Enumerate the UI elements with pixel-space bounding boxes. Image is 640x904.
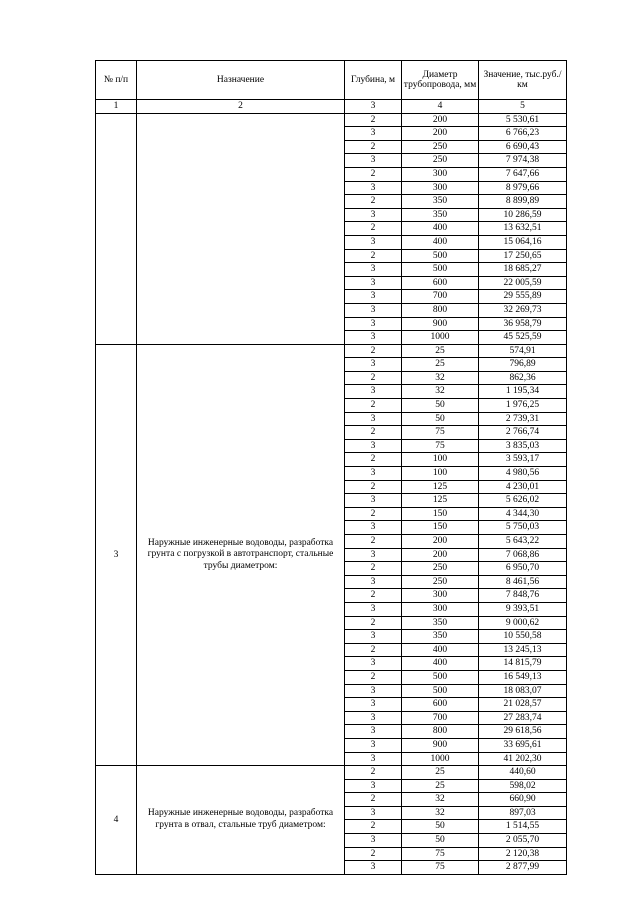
value-cell: 33 695,61 [479, 738, 567, 752]
value-cell: 9 393,51 [479, 602, 567, 616]
value-cell: 8 899,89 [479, 195, 567, 209]
diameter-cell: 1000 [402, 331, 479, 345]
value-cell: 1 195,34 [479, 385, 567, 399]
diameter-cell: 350 [402, 616, 479, 630]
value-cell: 22 005,59 [479, 276, 567, 290]
diameter-cell: 75 [402, 861, 479, 875]
diameter-cell: 200 [402, 535, 479, 549]
depth-cell: 3 [345, 548, 402, 562]
row-number: 4 [96, 766, 137, 875]
diameter-cell: 300 [402, 589, 479, 603]
column-number-row [96, 100, 567, 114]
diameter-cell: 250 [402, 154, 479, 168]
diameter-cell: 800 [402, 725, 479, 739]
value-cell: 13 632,51 [479, 222, 567, 236]
value-cell: 7 848,76 [479, 589, 567, 603]
value-cell: 7 974,38 [479, 154, 567, 168]
depth-cell: 3 [345, 575, 402, 589]
diameter-cell: 200 [402, 113, 479, 127]
depth-cell: 2 [345, 453, 402, 467]
diameter-cell: 125 [402, 494, 479, 508]
diameter-cell: 500 [402, 263, 479, 277]
diameter-cell: 500 [402, 670, 479, 684]
value-cell: 4 980,56 [479, 467, 567, 481]
diameter-cell: 800 [402, 303, 479, 317]
depth-cell: 3 [345, 467, 402, 481]
header-row [96, 61, 567, 100]
value-cell: 574,91 [479, 344, 567, 358]
depth-cell: 3 [345, 263, 402, 277]
value-cell: 10 550,58 [479, 630, 567, 644]
value-cell: 41 202,30 [479, 752, 567, 766]
depth-cell: 3 [345, 331, 402, 345]
value-cell: 897,03 [479, 806, 567, 820]
purpose-cell: Наружные инженерные водоводы, разработка грунта с погрузкой в автотранспорт, стальные трубы диаметром: [137, 344, 345, 765]
value-cell: 862,36 [479, 371, 567, 385]
value-cell: 8 461,56 [479, 575, 567, 589]
depth-cell: 3 [345, 276, 402, 290]
diameter-cell: 25 [402, 358, 479, 372]
value-cell: 4 344,30 [479, 507, 567, 521]
depth-cell: 2 [345, 344, 402, 358]
diameter-cell: 900 [402, 738, 479, 752]
value-cell: 598,02 [479, 779, 567, 793]
diameter-cell: 300 [402, 167, 479, 181]
depth-cell: 2 [345, 766, 402, 780]
value-cell: 6 950,70 [479, 562, 567, 576]
diameter-cell: 400 [402, 643, 479, 657]
depth-cell: 3 [345, 834, 402, 848]
diameter-cell: 700 [402, 290, 479, 304]
value-cell: 27 283,74 [479, 711, 567, 725]
depth-cell: 2 [345, 847, 402, 861]
diameter-cell: 50 [402, 399, 479, 413]
value-cell: 29 555,89 [479, 290, 567, 304]
depth-cell: 3 [345, 303, 402, 317]
value-cell: 660,90 [479, 793, 567, 807]
value-cell: 9 000,62 [479, 616, 567, 630]
diameter-cell: 900 [402, 317, 479, 331]
depth-cell: 2 [345, 113, 402, 127]
depth-cell: 3 [345, 521, 402, 535]
table-header [96, 61, 567, 114]
value-cell: 5 530,61 [479, 113, 567, 127]
column-number: 4 [402, 100, 479, 114]
column-number: 1 [96, 100, 137, 114]
depth-cell: 3 [345, 127, 402, 141]
value-cell: 17 250,65 [479, 249, 567, 263]
depth-cell: 2 [345, 195, 402, 209]
depth-cell: 2 [345, 399, 402, 413]
row-number [96, 113, 137, 344]
diameter-cell: 600 [402, 698, 479, 712]
diameter-cell: 50 [402, 820, 479, 834]
diameter-cell: 50 [402, 834, 479, 848]
depth-cell: 3 [345, 235, 402, 249]
value-cell: 6 766,23 [479, 127, 567, 141]
diameter-cell: 400 [402, 222, 479, 236]
diameter-cell: 350 [402, 630, 479, 644]
diameter-cell: 32 [402, 806, 479, 820]
header-depth: Глубина, м [345, 61, 402, 100]
depth-cell: 3 [345, 752, 402, 766]
diameter-cell: 500 [402, 249, 479, 263]
depth-cell: 2 [345, 507, 402, 521]
value-cell: 16 549,13 [479, 670, 567, 684]
depth-cell: 2 [345, 616, 402, 630]
depth-cell: 3 [345, 494, 402, 508]
column-number: 3 [345, 100, 402, 114]
value-cell: 21 028,57 [479, 698, 567, 712]
value-cell: 29 618,56 [479, 725, 567, 739]
value-cell: 18 083,07 [479, 684, 567, 698]
diameter-cell: 200 [402, 127, 479, 141]
value-cell: 2 877,99 [479, 861, 567, 875]
value-cell: 14 815,79 [479, 657, 567, 671]
diameter-cell: 32 [402, 385, 479, 399]
depth-cell: 2 [345, 589, 402, 603]
header-value: Значение, тыс.руб./км [479, 61, 567, 100]
diameter-cell: 250 [402, 562, 479, 576]
diameter-cell: 75 [402, 439, 479, 453]
depth-cell: 2 [345, 643, 402, 657]
diameter-cell: 125 [402, 480, 479, 494]
depth-cell: 2 [345, 793, 402, 807]
depth-cell: 3 [345, 290, 402, 304]
value-cell: 2 766,74 [479, 426, 567, 440]
value-cell: 440,60 [479, 766, 567, 780]
depth-cell: 2 [345, 426, 402, 440]
value-cell: 45 525,59 [479, 331, 567, 345]
depth-cell: 2 [345, 371, 402, 385]
diameter-cell: 25 [402, 766, 479, 780]
table-row [96, 766, 567, 780]
diameter-cell: 350 [402, 208, 479, 222]
value-cell: 796,89 [479, 358, 567, 372]
depth-cell: 3 [345, 684, 402, 698]
diameter-cell: 300 [402, 181, 479, 195]
value-cell: 36 958,79 [479, 317, 567, 331]
depth-cell: 2 [345, 222, 402, 236]
depth-cell: 2 [345, 562, 402, 576]
depth-cell: 2 [345, 249, 402, 263]
diameter-cell: 75 [402, 847, 479, 861]
value-cell: 5 750,03 [479, 521, 567, 535]
diameter-cell: 25 [402, 779, 479, 793]
purpose-cell [137, 113, 345, 344]
diameter-cell: 150 [402, 507, 479, 521]
value-cell: 1 514,55 [479, 820, 567, 834]
diameter-cell: 700 [402, 711, 479, 725]
diameter-cell: 400 [402, 235, 479, 249]
depth-cell: 3 [345, 154, 402, 168]
table-row [96, 113, 567, 127]
tariff-table [95, 60, 567, 875]
value-cell: 7 068,86 [479, 548, 567, 562]
depth-cell: 2 [345, 535, 402, 549]
value-cell: 10 286,59 [479, 208, 567, 222]
table-row [96, 344, 567, 358]
depth-cell: 3 [345, 181, 402, 195]
table-body [96, 113, 567, 874]
depth-cell: 3 [345, 358, 402, 372]
depth-cell: 3 [345, 208, 402, 222]
depth-cell: 2 [345, 480, 402, 494]
value-cell: 1 976,25 [479, 399, 567, 413]
value-cell: 2 120,38 [479, 847, 567, 861]
depth-cell: 3 [345, 439, 402, 453]
value-cell: 3 593,17 [479, 453, 567, 467]
depth-cell: 3 [345, 779, 402, 793]
diameter-cell: 32 [402, 793, 479, 807]
diameter-cell: 25 [402, 344, 479, 358]
depth-cell: 2 [345, 167, 402, 181]
value-cell: 8 979,66 [479, 181, 567, 195]
depth-cell: 3 [345, 698, 402, 712]
header-num: № п/п [96, 61, 137, 100]
row-number: 3 [96, 344, 137, 765]
depth-cell: 3 [345, 630, 402, 644]
depth-cell: 3 [345, 725, 402, 739]
value-cell: 4 230,01 [479, 480, 567, 494]
header-diameter: Диаметр трубопровода, мм [402, 61, 479, 100]
diameter-cell: 400 [402, 657, 479, 671]
diameter-cell: 50 [402, 412, 479, 426]
value-cell: 15 064,16 [479, 235, 567, 249]
depth-cell: 3 [345, 861, 402, 875]
depth-cell: 3 [345, 806, 402, 820]
depth-cell: 3 [345, 412, 402, 426]
diameter-cell: 150 [402, 521, 479, 535]
depth-cell: 3 [345, 738, 402, 752]
diameter-cell: 1000 [402, 752, 479, 766]
depth-cell: 3 [345, 385, 402, 399]
header-purpose: Назначение [137, 61, 345, 100]
column-number: 2 [137, 100, 345, 114]
value-cell: 2 739,31 [479, 412, 567, 426]
value-cell: 32 269,73 [479, 303, 567, 317]
diameter-cell: 200 [402, 548, 479, 562]
diameter-cell: 100 [402, 467, 479, 481]
value-cell: 3 835,03 [479, 439, 567, 453]
diameter-cell: 300 [402, 602, 479, 616]
diameter-cell: 100 [402, 453, 479, 467]
depth-cell: 2 [345, 140, 402, 154]
depth-cell: 3 [345, 602, 402, 616]
depth-cell: 3 [345, 711, 402, 725]
purpose-cell: Наружные инженерные водоводы, разработка грунта в отвал, стальные труб диаметром: [137, 766, 345, 875]
diameter-cell: 500 [402, 684, 479, 698]
diameter-cell: 32 [402, 371, 479, 385]
diameter-cell: 250 [402, 575, 479, 589]
value-cell: 5 643,22 [479, 535, 567, 549]
diameter-cell: 250 [402, 140, 479, 154]
value-cell: 2 055,70 [479, 834, 567, 848]
depth-cell: 2 [345, 820, 402, 834]
column-number: 5 [479, 100, 567, 114]
value-cell: 7 647,66 [479, 167, 567, 181]
depth-cell: 3 [345, 317, 402, 331]
depth-cell: 3 [345, 657, 402, 671]
diameter-cell: 350 [402, 195, 479, 209]
value-cell: 13 245,13 [479, 643, 567, 657]
depth-cell: 2 [345, 670, 402, 684]
value-cell: 5 626,02 [479, 494, 567, 508]
diameter-cell: 75 [402, 426, 479, 440]
value-cell: 6 690,43 [479, 140, 567, 154]
diameter-cell: 600 [402, 276, 479, 290]
value-cell: 18 685,27 [479, 263, 567, 277]
